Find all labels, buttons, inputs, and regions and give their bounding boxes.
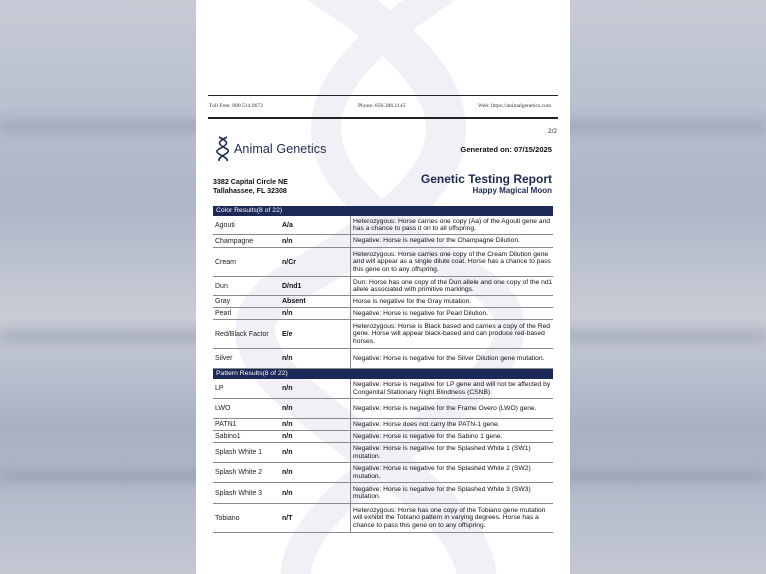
- table-row: [213, 443, 553, 463]
- gene-name: PATN1: [215, 421, 237, 428]
- result-description: Heterozygous: Horse carries one copy of the Cream Dilution gene and will appear as a single dilute coat. Horse has a chance to pass this gene on to any offspring.: [350, 248, 554, 276]
- genotype-result: n/T: [282, 514, 293, 522]
- table-row: [213, 296, 553, 308]
- dna-helix-icon: [216, 136, 230, 162]
- result-description: Negative: Horse is negative for the Splashed White 1 (SW1) mutation.: [350, 443, 554, 462]
- gene-name: Cream: [215, 258, 237, 266]
- table-row: [213, 483, 553, 504]
- address-line-2: Tallahassee, FL 32308: [213, 187, 287, 195]
- gene-name: Sabino1: [215, 433, 241, 440]
- gene-name: LWO: [215, 405, 231, 412]
- genotype-result: n/n: [282, 449, 293, 456]
- table-row: [213, 419, 553, 431]
- result-description: Heterozygous: Horse is Black based and carries a copy of the Red gene. Horse will appear black-based and can produce red-based horses.: [350, 320, 554, 348]
- gene-name: Agouti: [215, 221, 235, 229]
- gene-name: Splash White 2: [215, 469, 263, 476]
- gene-name: Champagne: [215, 237, 254, 245]
- result-description: Dun: Horse has one copy of the Dun allele and one copy of the nd1 allele associated with primitive markings.: [350, 277, 554, 295]
- gene-name: Splash White 3: [215, 489, 263, 497]
- header-rule-bottom: [208, 117, 558, 119]
- genotype-result: n/n: [282, 469, 293, 476]
- table-row: [213, 235, 553, 248]
- table-row: [213, 308, 553, 320]
- table-row: [213, 463, 553, 483]
- page-number: 2/2: [547, 128, 557, 135]
- genotype-result: n/Cr: [282, 258, 296, 266]
- result-description: Negative: Horse is negative for Pearl Dilution.: [350, 308, 554, 319]
- genotype-result: D/nd1: [282, 282, 302, 290]
- table-row: [213, 431, 553, 443]
- report-page: [196, 0, 570, 574]
- genotype-result: A/a: [282, 221, 293, 229]
- result-description: Negative: Horse is negative for the Champagne Dilution.: [350, 235, 554, 247]
- gene-name: Red/Black Factor: [215, 330, 269, 338]
- result-description: Negative: Horse is negative for the Frame Overo (LWO) gene.: [350, 399, 554, 418]
- genotype-result: n/n: [282, 355, 293, 362]
- report-title: Genetic Testing Report: [420, 172, 552, 186]
- gene-name: Tobiano: [215, 514, 240, 522]
- genotype-result: Absent: [282, 298, 306, 305]
- table-row: [213, 349, 553, 369]
- table-row: [213, 277, 553, 296]
- brand-name: Animal Genetics: [234, 142, 327, 156]
- address-line-1: 3382 Capital Circle NE: [213, 178, 288, 186]
- gene-name: Gray: [215, 298, 231, 305]
- result-description: Negative: Horse is negative for the Splashed White 2 (SW2) mutation.: [350, 463, 554, 482]
- genotype-result: n/n: [282, 405, 293, 412]
- genotype-result: n/n: [282, 237, 293, 245]
- gene-name: Pearl: [215, 310, 232, 317]
- result-description: Negative: Horse is negative for the Splashed White 3 (SW3) mutation.: [350, 483, 554, 503]
- result-description: Heterozygous: Horse carries one copy (Aa) of the Agouti gene and has a chance to pass it on to all offspring.: [350, 216, 554, 234]
- table-row: [213, 248, 553, 277]
- gene-name: LP: [215, 385, 224, 392]
- gene-name: Dun: [215, 282, 228, 290]
- table-row: [213, 399, 553, 419]
- header-rule-top: [208, 95, 558, 96]
- result-description: Negative: Horse is negative for the Silver Dilution gene mutation.: [350, 349, 554, 368]
- genotype-result: n/n: [282, 310, 293, 317]
- generated-date: Generated on: 07/15/2025: [460, 145, 552, 154]
- result-description: Horse is negative for the Gray mutation.: [350, 296, 554, 307]
- result-description: Negative: Horse is negative for LP gene and will not be affected by Congenital Stationary Night Blindness (CSNB).: [350, 379, 554, 398]
- phone-number: Phone: 850.386.1145: [358, 103, 406, 109]
- table-row: [213, 379, 553, 399]
- table-row: [213, 320, 553, 349]
- table-row: [213, 216, 553, 235]
- website-link[interactable]: Web: https://animalgenetics.com: [478, 103, 552, 109]
- color-results-header: Color Results(8 of 22): [213, 206, 553, 216]
- table-row: [213, 504, 553, 533]
- lab-address: [213, 178, 288, 196]
- horse-name: Happy Magical Moon: [472, 186, 552, 195]
- result-description: Negative: Horse is negative for the Sabino 1 gene.: [350, 431, 554, 442]
- genotype-result: n/n: [282, 489, 293, 497]
- toll-free-number: Toll Free: 800.514.9672: [209, 103, 263, 109]
- genotype-result: n/n: [282, 421, 293, 428]
- result-description: Negative: Horse does not carry the PATN-1 gene.: [350, 419, 554, 430]
- gene-name: Splash White 1: [215, 449, 263, 456]
- genotype-result: n/n: [282, 385, 293, 392]
- result-description: Heterozygous: Horse has one copy of the Tobiano gene mutation will exhibit the Tobiano pattern in varying degrees. Horse has a chance to pass this gene on to any offspring.: [350, 504, 554, 532]
- gene-name: Silver: [215, 355, 233, 362]
- pattern-results-header: Pattern Results(8 of 22): [213, 369, 553, 379]
- genotype-result: n/n: [282, 433, 293, 440]
- genotype-result: E/e: [282, 330, 293, 338]
